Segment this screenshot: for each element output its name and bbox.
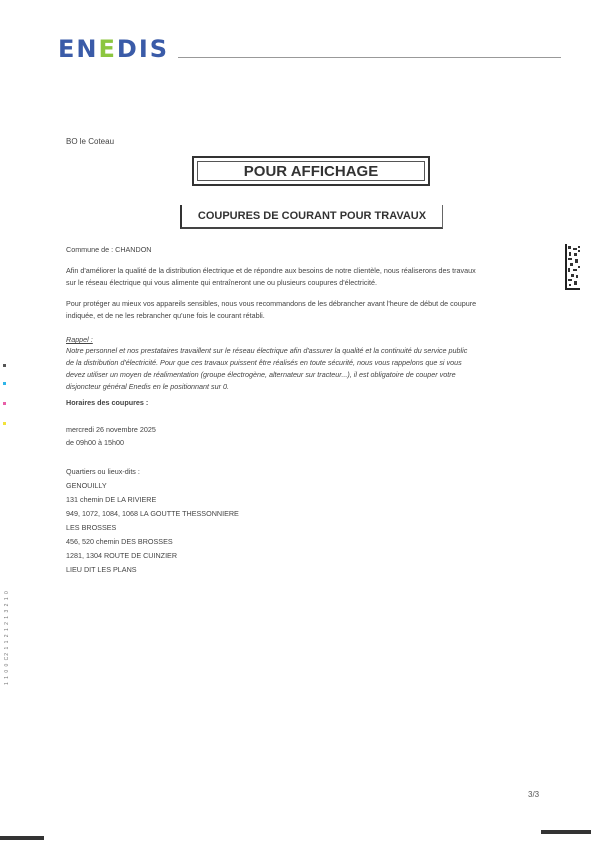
commune-line: Commune de : CHANDON bbox=[66, 245, 152, 254]
para1-line1: Afin d'améliorer la qualité de la distribution électrique et de répondre aux besoins de notre clientèle, nous réaliserons des travaux bbox=[66, 266, 476, 275]
logo-part3: DIS bbox=[116, 35, 170, 63]
para2-line1: Pour protéger au mieux vos appareils sensibles, nous vous recommandons de les débrancher avant l'heure de début de coupure bbox=[66, 299, 477, 308]
print-mark bbox=[3, 364, 6, 367]
header-rule bbox=[178, 57, 561, 58]
page-number: 3/3 bbox=[528, 790, 540, 799]
office-reference: BO le Coteau bbox=[66, 137, 115, 146]
title-main-box bbox=[192, 156, 430, 186]
quartier-item: LIEU DIT LES PLANS bbox=[66, 565, 137, 574]
print-mark bbox=[3, 402, 6, 405]
logo-part2: E bbox=[98, 35, 117, 63]
rappel-line4: disjoncteur général Enedis en le positionnant sur 0. bbox=[66, 382, 230, 391]
quartier-item: 1281, 1304 ROUTE DE CUINZIER bbox=[66, 551, 178, 560]
rappel-line3: devez utiliser un moyen de réalimentation (groupe électrogène, alternateur sur tracteur...), il est obligatoire de couper votre bbox=[66, 370, 456, 379]
scan-bar-left bbox=[0, 836, 44, 840]
datamatrix-code-icon bbox=[565, 244, 580, 290]
logo-part1: EN bbox=[58, 35, 99, 63]
title-main: POUR AFFICHAGE bbox=[243, 162, 379, 180]
quartier-item: 456, 520 chemin DES BROSSES bbox=[66, 537, 173, 546]
scan-bar-right bbox=[541, 830, 591, 834]
quartiers-label: Quartiers ou lieux-dits : bbox=[66, 467, 140, 476]
para2-line2: indiquée, et de ne les rebrancher qu'une fois le courant rétabli. bbox=[66, 311, 265, 320]
quartier-item: 131 chemin DE LA RIVIERE bbox=[66, 495, 157, 504]
title-sub-box bbox=[180, 205, 443, 229]
horaires-label: Horaires des coupures : bbox=[66, 398, 149, 407]
margin-code: 1 1 0 0 C2 1 1 2 1 2 1 3 2 1 0 bbox=[4, 590, 10, 685]
rappel-line2: de la distribution d'électricité. Pour que ces travaux puissent être réalisés en toute sécurité, nous vous rappelons que si vous bbox=[66, 358, 462, 367]
horaire-time: de 09h00 à 15h00 bbox=[66, 438, 124, 447]
quartier-item: LES BROSSES bbox=[66, 523, 117, 532]
enedis-logo bbox=[58, 34, 172, 64]
rappel-label: Rappel : bbox=[66, 335, 93, 344]
title-sub: COUPURES DE COURANT POUR TRAVAUX bbox=[197, 210, 427, 222]
quartier-item: 949, 1072, 1084, 1068 LA GOUTTE THESSONNIERE bbox=[66, 509, 239, 518]
print-mark bbox=[3, 422, 6, 425]
print-mark bbox=[3, 382, 6, 385]
horaire-date: mercredi 26 novembre 2025 bbox=[66, 425, 156, 434]
para1-line2: sur le réseau électrique qui vous alimente qui entraîneront une ou plusieurs coupures d'électricité. bbox=[66, 278, 378, 287]
quartier-item: GENOUILLY bbox=[66, 481, 107, 490]
rappel-line1: Notre personnel et nos prestataires travaillent sur le réseau électrique afin d'assurer la qualité et la continuité du service public bbox=[66, 346, 468, 355]
